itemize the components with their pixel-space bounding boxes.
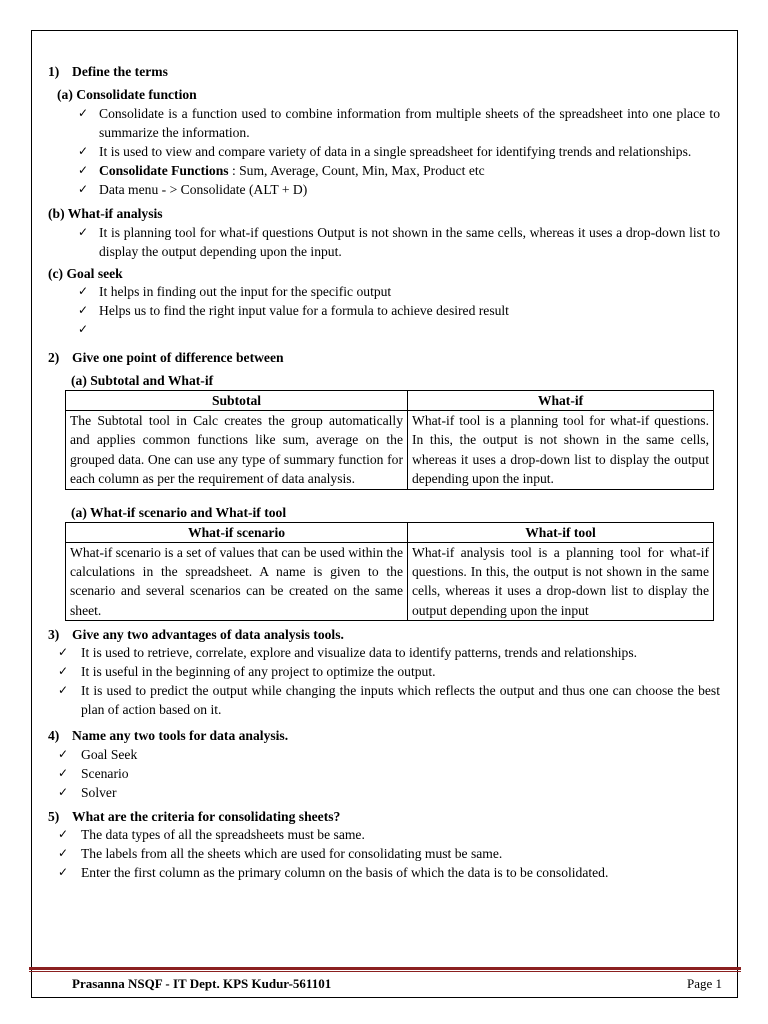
question-4-title: 4) Name any two tools for data analysis. [48,728,289,744]
q4-list [48,745,720,802]
checkmark-icon: ✓ [58,664,69,679]
list-item: ✓ Goal Seek [58,747,138,763]
list-item: ✓ It is used to predict the output while changing the inputs which reflects the output and thus one can choose the best plan of action based on it. [58,683,720,718]
question-5-title: 5) What are the criteria for consolidating sheets? [48,809,341,825]
checkmark-icon: ✓ [58,846,69,861]
q1-a-heading: (a) Consolidate function [57,87,197,102]
footer-divider [29,967,741,970]
table-cell: The Subtotal tool in Calc creates the group automatically and applies common functions like sum, average on the grouped data. One can use any type of summary function for each column as per the requirement of data analysis. [66,411,408,490]
list-item: ✓ It is used to retrieve, correlate, explore and visualize data to identify patterns, trends and relationships. [58,645,638,661]
checkmark-icon: ✓ [78,182,89,196]
checkmark-icon: ✓ [78,284,89,298]
checkmark-icon: ✓ [58,766,69,781]
checkmark-icon: ✓ [58,827,69,842]
q1-c-list [48,282,720,339]
list-item [48,320,720,339]
checkmark-icon: ✓ [78,163,89,177]
checkmark-icon: ✓ [58,683,69,698]
q5-list [48,825,720,882]
checkmark-icon: ✓ [58,747,69,762]
document-body [48,62,720,882]
table-cell: What-if scenario is a set of values that can be used within the calculations in the spreadsheet. A name is given to the scenario and several scenarios can be created on the same sheet. [66,542,408,621]
q1-a-list [48,104,720,199]
q1-b-list [48,223,720,261]
list-item: ✓ It is planning tool for what-if questions Output is not shown in the same cells, whereas it uses a drop-down list to display the output depending upon the input. [78,225,720,259]
list-item: ✓ Consolidate is a function used to combine information from multiple sheets of the spreadsheet into one place to summarize the information. [78,106,720,140]
list-item: ✓ Helps us to find the right input value for a formula to achieve desired result [78,303,509,318]
q2-table2-heading: (a) What-if scenario and What-if tool [71,504,287,520]
list-item: ✓ Consolidate Functions : Sum, Average, Count, Min, Max, Product etc [78,163,485,178]
list-item: ✓ Solver [58,785,117,801]
q3-list [48,643,720,719]
question-2-title: 2) Give one point of difference between [48,350,284,365]
list-item: ✓ Data menu - > Consolidate (ALT + D) [78,182,308,197]
footer-author: Prasanna NSQF - IT Dept. KPS Kudur-561101 [72,976,332,991]
table-header: Subtotal [66,391,408,411]
table-cell: What-if tool is a planning tool for what-if questions. In this, the output is not shown in the same cells, whereas it uses a drop-down list to display the output depending upon the input. [408,411,714,490]
list-item: ✓ It is used to view and compare variety of data in a single spreadsheet for identifying trends and relationships. [78,144,692,159]
list-item: ✓ It helps in finding out the input for the specific output [78,284,392,299]
list-item: ✓ Scenario [58,766,129,782]
question-3-title: 3) Give any two advantages of data analysis tools. [48,627,344,643]
question-1-title: 1) Define the terms [48,64,168,79]
question-number: 2) [48,350,60,365]
list-item: ✓ The data types of all the spreadsheets must be same. [58,827,365,843]
checkmark-icon: ✓ [78,144,89,158]
question-number: 3) [48,627,60,643]
subtotal-whatif-table [65,390,714,490]
list-item: ✓ Enter the first column as the primary column on the basis of which the data is to be consolidated. [58,865,609,881]
table-header: What-if scenario [66,522,408,542]
checkmark-icon: ✓ [58,645,69,660]
list-item: ✓ It is useful in the beginning of any project to optimize the output. [58,664,436,680]
question-number: 1) [48,64,60,79]
page-number: Page 1 [686,976,722,991]
scenario-tool-table [65,522,714,622]
q1-b-heading: (b) What-if analysis [48,206,163,221]
functions-label: Consolidate Functions [99,163,229,178]
checkmark-icon: ✓ [78,322,89,336]
table-header: What-if [408,391,714,411]
table-header: What-if tool [408,522,714,542]
list-item: ✓ The labels from all the sheets which are used for consolidating must be same. [58,846,503,862]
checkmark-icon: ✓ [58,865,69,880]
table-cell: What-if analysis tool is a planning tool for what-if questions. In this, the output is not shown in the same cells, whereas it uses a drop-down list to display the output depending upon the input [408,542,714,621]
checkmark-icon: ✓ [78,225,89,239]
checkmark-icon: ✓ [58,785,69,800]
question-number: 5) [48,809,60,825]
question-number: 4) [48,728,60,744]
checkmark-icon: ✓ [78,303,89,317]
checkmark-icon: ✓ [78,106,89,120]
q2-table1-heading: (a) Subtotal and What-if [71,373,214,388]
q1-c-heading: (c) Goal seek [48,266,123,281]
footer-divider-thin [29,971,741,972]
